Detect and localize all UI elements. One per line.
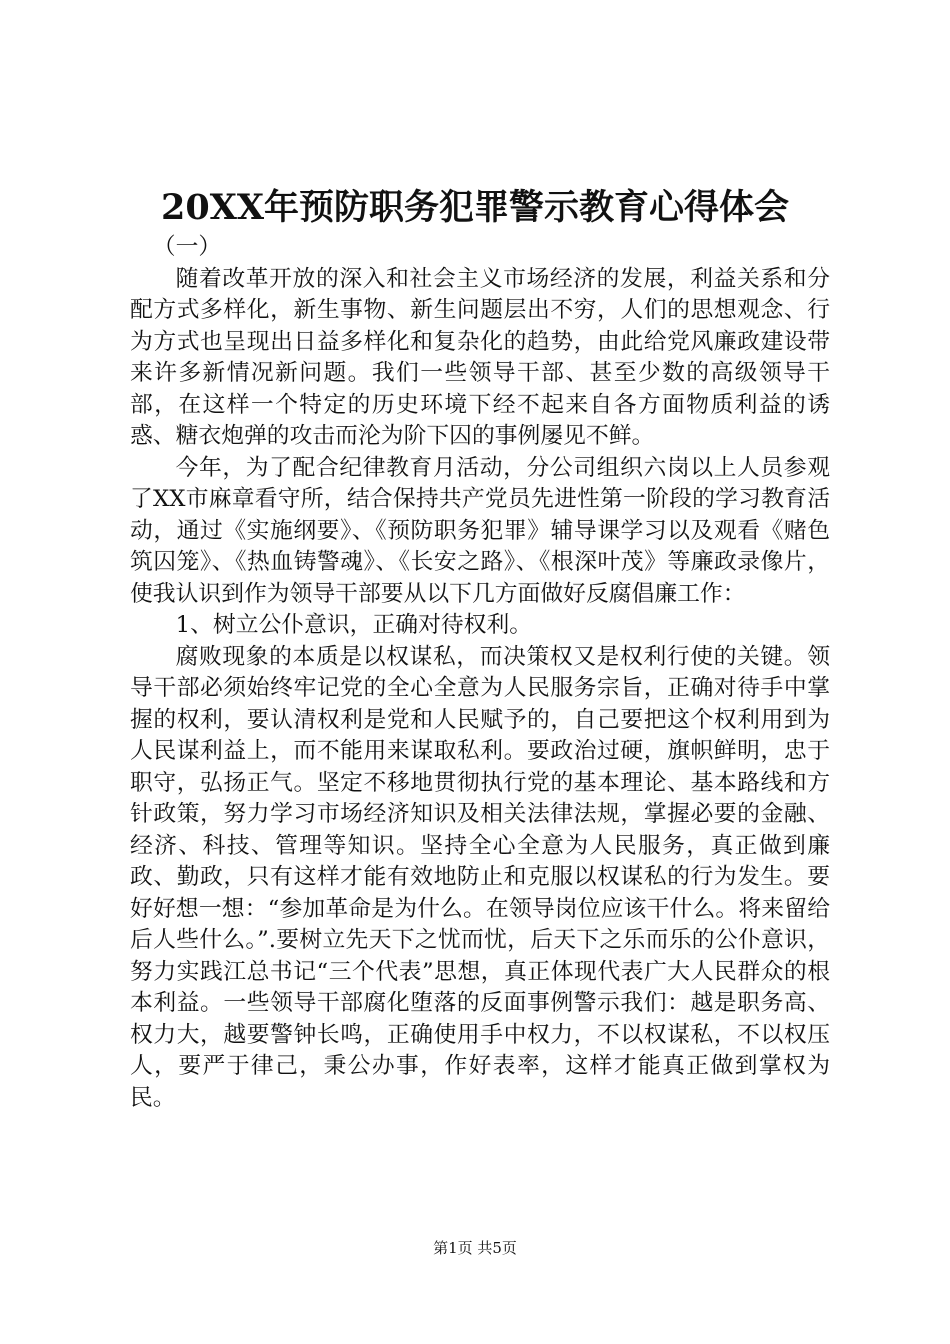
paragraph-1: 随着改革开放的深入和社会主义市场经济的发展，利益关系和分配方式多样化，新生事物、新生问题层出不穷，人们的思想观念、行为方式也呈现出日益多样化和复杂化的趋势，由此给党风廉政建设带来许多新情况新问题。我们一些领导干部、甚至少数的高级领导干部，在这样一个特定的历史环境下经不起来自各方面物质利益的诱惑、糖衣炮弹的攻击而沦为阶下囚的事例屡见不鲜。: [130, 265, 830, 449]
document-title: 20XX年预防职务犯罪警示教育心得体会: [160, 187, 790, 228]
document-body: [130, 232, 830, 1114]
page-footer: 第1页 共5页: [433, 1239, 517, 1257]
paragraph-4: 腐败现象的本质是以权谋私，而决策权又是权利行使的关键。领导干部必须始终牢记党的全心全意为人民服务宗旨，正确对待手中掌握的权利，要认清权利是党和人民赋予的，自己要把这个权利用到为人民谋利益上，而不能用来谋取私利。要政治过硬，旗帜鲜明，忠于职守，弘扬正气。坚定不移地贯彻执行党的基本理论、基本路线和方针政策，努力学习市场经济知识及相关法律法规，掌握必要的金融、经济、科技、管理等知识。坚持全心全意为人民服务，真正做到廉政、勤政，只有这样才能有效地防止和克服以权谋私的行为发生。要好好想一想：“参加革命是为什么。在领导岗位应该干什么。将来留给后人些什么。”.要树立先天下之忧而忧，后天下之乐而乐的公仆意识，努力实践江总书记“三个代表”思想，真正体现代表广大人民群众的根本利益。一些领导干部腐化堕落的反面事例警示我们：越是职务高、权力大，越要警钟长鸣，正确使用手中权力，不以权谋私，不以权压人，要严于律己，秉公办事，作好表率，这样才能真正做到掌权为民。: [130, 643, 830, 1111]
paragraph-3-heading: 1、树立公仆意识，正确对待权利。: [175, 612, 533, 638]
section-number: （一）: [152, 234, 222, 260]
paragraph-2: 今年，为了配合纪律教育月活动，分公司组织六岗以上人员参观了XX市麻章看守所，结合保持共产党员先进性第一阶段的学习教育活动，通过《实施纲要》、《预防职务犯罪》辅导课学习以及观看《赌色筑囚笼》、《热血铸警魂》、《长安之路》、《根深叶茂》等廉政录像片，使我认识到作为领导干部要从以下几方面做好反腐倡廉工作：: [130, 454, 830, 607]
